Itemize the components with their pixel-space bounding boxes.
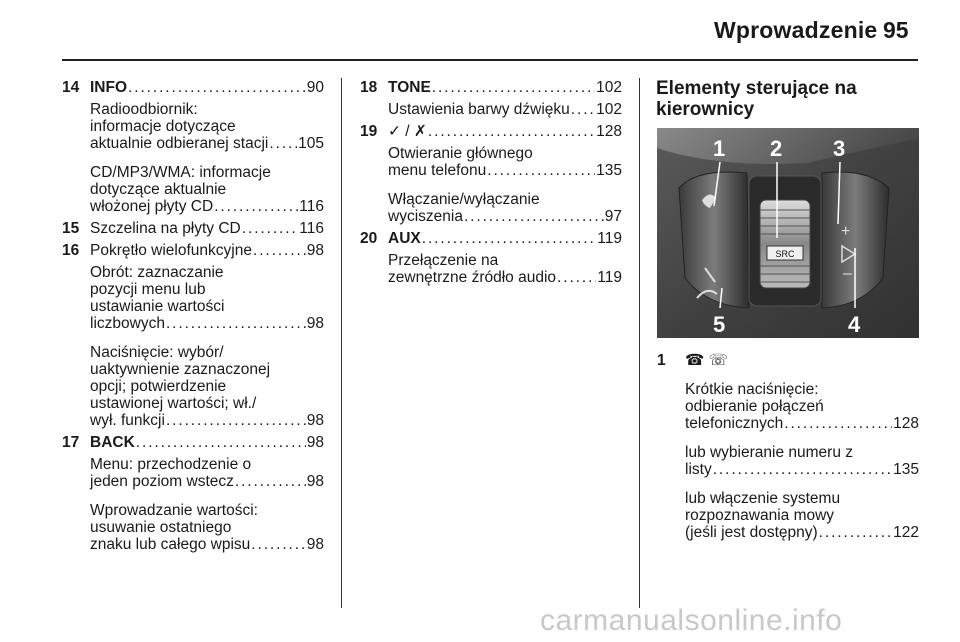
entry-20: 20 AUX . . . 119 [360,230,622,247]
entry-14: 14 INFO . . . 90 [62,79,324,96]
callout-1: 1 [713,136,726,161]
column-divider-1 [341,78,342,608]
header-rule [62,59,918,61]
entry-17-input: Wprowadzanie wartości: usuwanie ostatniego znaku lub całego wpisu . . . 98 [62,502,324,553]
callout-3: 3 [833,136,846,161]
entry-15: 15 Szczelina na płyty CD . . . 116 [62,220,324,237]
item-1-short: Krótkie naciśnięcie: odbieranie połączeń telefonicznych . . . 128 [657,381,919,432]
column-3-items [657,352,919,541]
phone-icon: ☎ ☏ [685,352,728,369]
column-divider-2 [639,78,640,608]
section-title: Elementy sterujące na kierownicy [656,78,857,120]
column-2 [360,79,622,286]
svg-text:+: + [841,223,851,240]
src-label: SRC [775,249,795,259]
item-1-voice: lub włączenie systemu rozpoznawania mowy (jeśli jest dostępny) . . . 122 [657,490,919,541]
entry-17: 17 BACK . . . 98 [62,434,324,451]
phone-mute-icon: ✓ / ✗ [388,123,427,140]
entry-16: 16 Pokrętło wielofunkcyjne . . . 98 [62,242,324,259]
callout-4: 4 [848,312,861,337]
watermark: carmanualsonline.info [540,604,843,637]
entry-18-tone: Ustawienia barwy dźwięku . . . 102 [360,101,622,118]
entry-18: 18 TONE . . . 102 [360,79,622,96]
entry-14-cd: CD/MP3/WMA: informacje dotyczące aktualnie włożonej płyty CD . . . 116 [62,164,324,215]
entry-17-menu: Menu: przechodzenie o jeden poziom wstecz . . . 98 [62,456,324,490]
item-1-list: lub wybieranie numeru z listy . . . 135 [657,444,919,478]
entry-19-menu: Otwieranie głównego menu telefonu . . . 135 [360,145,622,179]
column-1 [62,79,324,553]
steering-wheel-controls-photo [657,128,919,338]
entry-16-rotate: Obrót: zaznaczanie pozycji menu lub ustawianie wartości liczbowych . . . 98 [62,264,324,332]
item-1: 1 ☎ ☏ [657,352,728,369]
callout-2: 2 [770,136,783,161]
entry-19-mute: Włączanie/wyłączanie wyciszenia . . . 97 [360,191,622,225]
header-title: Wprowadzenie [714,17,878,43]
svg-text:–: – [843,265,852,282]
page-number: 95 [883,17,909,43]
entry-20-aux: Przełączenie na zewnętrzne źródło audio . . . 119 [360,252,622,286]
entry-14-radio: Radioodbiornik: informacje dotyczące aktualnie odbieranej stacji . . . 105 [62,101,324,152]
callout-5: 5 [713,312,726,337]
entry-19: 19 ✓ / ✗ . . . 128 [360,123,622,140]
entry-16-press: Naciśnięcie: wybór/ uaktywnienie zaznaczonej opcji; potwierdzenie ustawionej wartości; wł./ wył. funkcji . . . 98 [62,344,324,429]
